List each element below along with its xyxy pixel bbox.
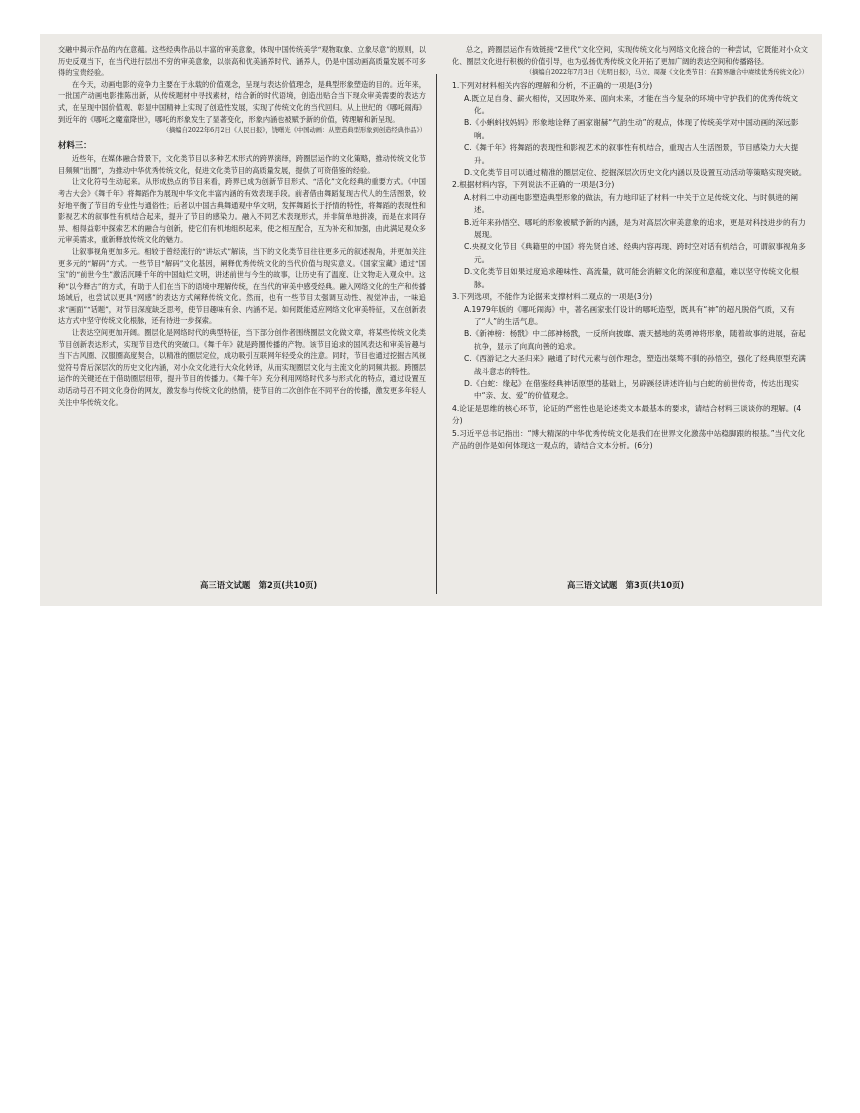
text-paragraph: 让叙事视角更加多元。相较于曾经流行的“讲坛式”解读，当下的文化类节目往往更多元的叙述视角，并更加关注更多元的“解码”方式。一些节目“解码”文化基因，阐释优秀传统文化的当代价值与现实意义。《国家宝藏》通过“国宝”的“前世今生”激活沉睡千年的中国灿烂文明，讲述前世与今生的故事，让历史有了温度、让文物走入观众中。这种“以今释古”的方式，有助于人们在当下的语境中理解传统，在当代的审美中感受经典。融入网络文化的生产和传播场域后，也尝试以更具“网感”的表达方式阐释传统文化。然而，也有一些节目太强调互动性、视觉冲击，一味追求“画面”“话题”，对节目深度缺乏思考，使节目趣味有余、内涵不足。如何既能适应网络文化审美特征，又在创新表达方式中坚守传统文化根脉，还有待进一步探索。 [58,246,426,326]
text-paragraph: 在今天，动画电影的竞争力主要在于永载的价值观念，呈现与表达价值理念，是典型形象塑造的目的。近年来，一批国产动画电影推陈出新，从传统题材中寻找素材，结合新的时代语境，创造出贴合当下现众审美需要的表达方式，在呈现中国价值观、彰显中国精神上实现了创造性发展，实现了传统文化的当代回归。从上世纪的《哪吒闹海》到近年的《哪吒之魔童降世》，哪吒的形象发生了显著变化，形象内涵也被赋予新的价值，铸理解和新呈现。 [58,79,426,124]
question-option: B.《新神榜：杨戬》中二郎神杨戬，一反所向披靡、震天撼地的英勇神将形象，随着故事的进展，奋起抗争，显示了向真向善的追求。 [464,329,806,351]
question-4: 4.论证是思维的核心环节，论证的严密性也是论述类文本最基本的要求，请结合材料三谈谈你的理解。(4分) [452,403,802,426]
question-option: B.近年来孙悟空、哪吒的形象被赋予新的内涵，是为对高层次审美意象的追求，更是对科技进步的有力展现。 [464,217,806,240]
page-footer-3: 高三语文试题 第3页(共10页) [567,580,685,590]
text-paragraph: 总之，跨圈层运作有效链接“Z世代”文化空间，实现传统文化与网络文化接合的一种尝试，它既能对小众文化、圈层文化进行积极的价值引导，也为弘扬优秀传统文化开拓了更加广阔的表达空间和传播路径。 [452,45,808,66]
text-paragraph: 让表达空间更加开阔。圈层化是网络时代的典型特征，当下部分创作者围绕圈层文化做文章，将某些传统文化类节目创新表达形式，实现节目迭代的突破口。《舞千年》就是跨圈传播的产物。该节目追求的国风表达和审美旨趣与当下古风圈、汉服圈高度契合，以精准的圈层定位，成功吸引互联网年轻受众的注意。同时，节目也通过挖掘古风视觉符号背后深层次的历史文化内涵，对小众文化进行大众化转译，从而实现圈层文化与主流文化的同频共振。跨圈层运作的关键还在于借助圈层纽带，提升节目的传播力。《舞千年》充分利用网络时代多与形式化的特点，通过设置互动话动号召不同文化身份的网友，激发参与传统文化的热情，使节目的二次创作在不同平台的传播，激发更多年轻人关注中华传统文化。 [58,328,426,407]
question-option: B.《小蝌蚪找妈妈》形象地诠释了画家谢赫“气韵生动”的观点，体现了传统美学对中国动画的深远影响。 [464,118,799,140]
question-5: 5.习近平总书记指出：“博大精深的中华优秀传统文化是我们在世界文化激荡中站稳脚跟的根基。”当代文化产品的创作是如何体现这一观点的，请结合文本分析。(6分) [452,428,806,450]
source-citation: （摘编自2022年7月3日《光明日报》，马立、周凝《文化类节目：在跨界融合中赓续优秀传统文化》） [525,69,808,77]
exam-page-2 [58,44,426,594]
question-option: A.材料二中动画电影塑造典型形象的做法，有力地印证了材料一中关于立足传统文化、与时俱进的阐述。 [464,192,799,215]
question-option: C.央视文化节目《典籍里的中国》将先贤自述、经典内容再现、跨时空对话有机结合，可谓叙事视角多元。 [464,242,806,264]
material-heading: 材料三： [58,140,92,151]
text-paragraph: 近些年，在媒体融合背景下，文化类节目以多种艺术形式的跨界演绎，跨圈层运作的文化策略，推动传统文化节目频频“出圈”，为推动中华优秀传统文化，促进文化类节目的高质量发展，提供了可资借鉴的经验。 [58,154,426,175]
question-option: C.《西游记之大圣归来》融通了时代元素与创作理念，塑造出桀骜不驯的孙悟空，强化了经典原型充满战斗意志的特性。 [464,354,806,376]
scanned-exam-spread [40,34,822,606]
question-2-stem: 2.根据材料内容，下列说法不正确的一项是(3分) [452,180,615,190]
question-3-stem: 3.下列选项，不能作为论据来支撑材料二观点的一项是(3分) [452,292,653,302]
question-option: A.1979年版的《哪吒闹海》中，著名画家张仃设计的哪吒造型，既具有“神”的超凡脱俗气质，又有了“人”的生活气息。 [464,304,795,326]
question-option: A.既立足自身、薪火相传，又因取外来、面向未来，才能在当今复杂的环境中守护我们的优秀传统文化。 [464,93,799,115]
source-citation: （摘编自2022年6月2日《人民日报》，饶曙光《中国动画：从塑造典型形象到创造经典作品》） [162,127,426,135]
question-option: D.《白蛇：缘起》在借鉴经典神话原型的基础上，另辟蹊径讲述许仙与白蛇的前世传奇，传达出现实中“亲、友、爱”的价值观念。 [464,378,799,401]
question-option: C.《舞千年》将舞蹈的表现性和影视艺术的叙事性有机结合，重现古人生活图景，节目感染力大大提升。 [464,143,799,165]
text-paragraph: 让文化符号生动起来。从形成热点的节目来看，跨界已成为创新节目形式、“活化”文化经典的重要方式。《中国考古大会》《舞千年》将舞蹈作为展现中华文化丰富内涵的有效表现手段。前者借由舞蹈复现古代人的生活图景，较好地平衡了节目的专业性与通俗性；后者以中国古典舞通观中华文明，发挥舞蹈长于抒情的特性，将舞蹈的表现性和影视艺术的叙事性有机结合起来，提升了节目的感染力。融入不同艺术表现形式，并非简单地拼凑，而是在求同存异、相得益彰中探索艺术的融合与创新，使它们有机地组织起来，使之相互配合，互为补充和加强，由此满足观众多元审美需求，重新释放传统文化的魅力。 [58,177,426,245]
question-option: D.文化类节目可以通过精准的圈层定位、挖掘深层次历史文化内涵以及设置互动活动等策略实现突破。 [464,168,807,178]
question-option: D.文化类节目如果过度追求趣味性、高流量，就可能会消解文化的深度和意蕴，难以坚守传统文化根脉。 [464,267,799,289]
page-divider [436,74,437,594]
text-paragraph: 交融中揭示作品的内在意蕴。这些经典作品以丰富的审美意象，体现中国传统美学“观物取象、立象尽意”的原则，以历史反观当下，在当代进行层出不穷的审美意象，以崇高和优美涵养时代、涵养人，仍是中国动画高质量发展不可多得的宝贵经验。 [58,45,426,78]
exam-page-3 [452,44,808,594]
question-1-stem: 1.下列对材料相关内容的理解和分析，不正确的一项是(3分) [452,81,653,91]
page-footer-2: 高三语文试题 第2页(共10页) [200,580,318,590]
